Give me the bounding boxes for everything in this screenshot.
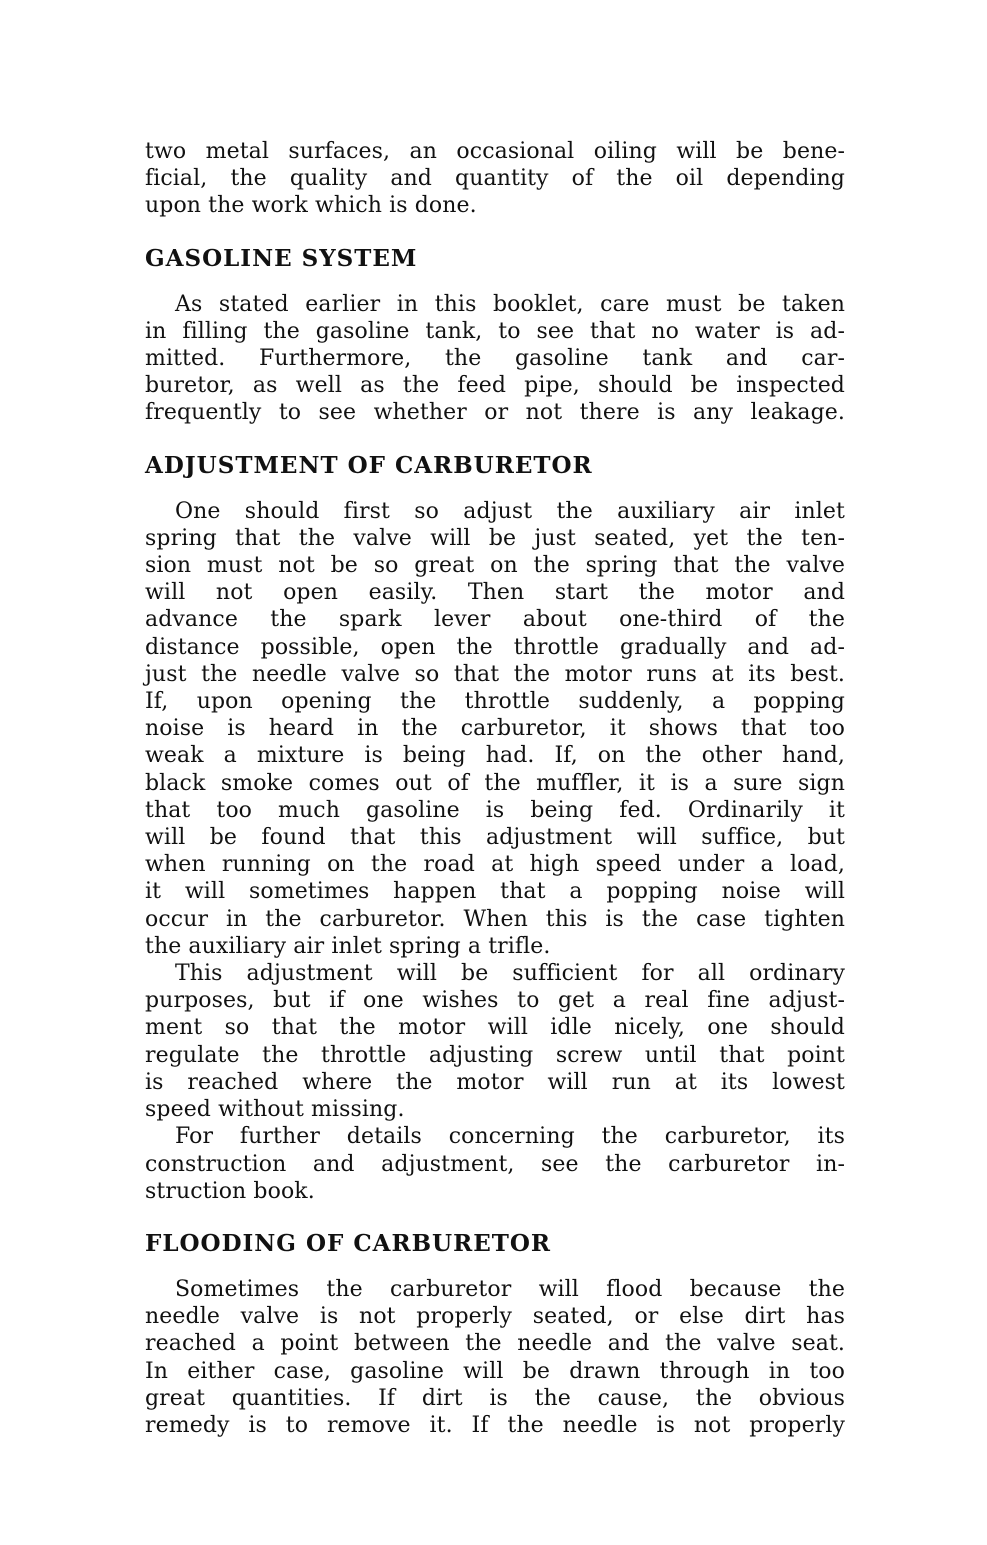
text-line: struction book.	[145, 1178, 315, 1204]
text-line: As stated earlier in this booklet, care must be taken	[175, 291, 845, 317]
text-line: ment so that the motor will idle nicely, one should	[145, 1015, 845, 1041]
text-line: will not open easily. Then start the motor and	[145, 580, 845, 606]
text-line: weak a mixture is being had. If, on the other hand,	[145, 743, 845, 769]
text-line: upon the work which is done.	[145, 193, 477, 219]
text-line: buretor, as well as the feed pipe, should be inspected	[145, 373, 845, 399]
text-line: spring that the valve will be just seated, yet the ten-	[145, 525, 845, 551]
adjustment-paragraph-3	[145, 1123, 845, 1205]
text-line: regulate the throttle adjusting screw until that point	[145, 1042, 845, 1068]
text-line: remedy is to remove it. If the needle is not properly	[145, 1412, 845, 1438]
section-heading-gasoline-system: GASOLINE SYSTEM	[145, 244, 418, 272]
gasoline-system-paragraph	[145, 291, 845, 427]
text-line: frequently to see whether or not there is any leakage.	[145, 400, 845, 426]
text-line: in filling the gasoline tank, to see that no water is ad-	[145, 318, 845, 344]
text-line: construction and adjustment, see the carburetor in-	[145, 1151, 845, 1177]
text-line: that too much gasoline is being fed. Ordinarily it	[145, 797, 845, 823]
text-line: needle valve is not properly seated, or else dirt has	[145, 1304, 845, 1330]
text-line: when running on the road at high speed under a load,	[145, 852, 845, 878]
text-line: reached a point between the needle and the valve seat.	[145, 1331, 845, 1357]
adjustment-paragraph-1	[145, 498, 845, 960]
text-line: distance possible, open the throttle gradually and ad-	[145, 634, 845, 660]
text-line: black smoke comes out of the muffler, it is a sure sign	[145, 770, 845, 796]
text-line: ficial, the quality and quantity of the oil depending	[145, 166, 845, 192]
section-heading-adjustment-of-carburetor: ADJUSTMENT OF CARBURETOR	[145, 451, 593, 479]
text-line: If, upon opening the throttle suddenly, a popping	[145, 689, 845, 715]
text-line: speed without missing.	[145, 1097, 405, 1123]
text-line: This adjustment will be sufficient for all ordinary	[175, 961, 845, 987]
text-line: mitted. Furthermore, the gasoline tank and car-	[145, 346, 845, 372]
text-line: For further details concerning the carburetor, its	[175, 1124, 845, 1150]
text-line: occur in the carburetor. When this is the case tighten	[145, 906, 845, 932]
text-line: two metal surfaces, an occasional oiling will be bene-	[145, 139, 845, 164]
text-line: just the needle valve so that the motor runs at its best.	[145, 661, 845, 687]
text-line: it will sometimes happen that a popping noise will	[145, 879, 845, 905]
text-line: purposes, but if one wishes to get a real fine adjust-	[145, 988, 845, 1014]
text-line: In either case, gasoline will be drawn through in too	[145, 1358, 845, 1384]
text-line: will be found that this adjustment will suffice, but	[145, 825, 845, 851]
text-line: sion must not be so great on the spring that the valve	[145, 553, 845, 579]
text-line: advance the spark lever about one-third of the	[145, 607, 845, 633]
document-page	[145, 138, 845, 1439]
text-line: Sometimes the carburetor will flood because the	[175, 1276, 845, 1302]
section-heading-flooding-of-carburetor: FLOODING OF CARBURETOR	[145, 1229, 551, 1257]
text-line: noise is heard in the carburetor, it shows that too	[145, 716, 845, 742]
flooding-paragraph	[145, 1276, 845, 1439]
text-line: the auxiliary air inlet spring a trifle.	[145, 933, 551, 959]
text-line: One should first so adjust the auxiliary air inlet	[175, 498, 845, 524]
intro-paragraph	[145, 138, 845, 220]
adjustment-paragraph-2	[145, 960, 845, 1123]
text-line: is reached where the motor will run at its lowest	[145, 1069, 845, 1095]
text-line: great quantities. If dirt is the cause, the obvious	[145, 1385, 845, 1411]
